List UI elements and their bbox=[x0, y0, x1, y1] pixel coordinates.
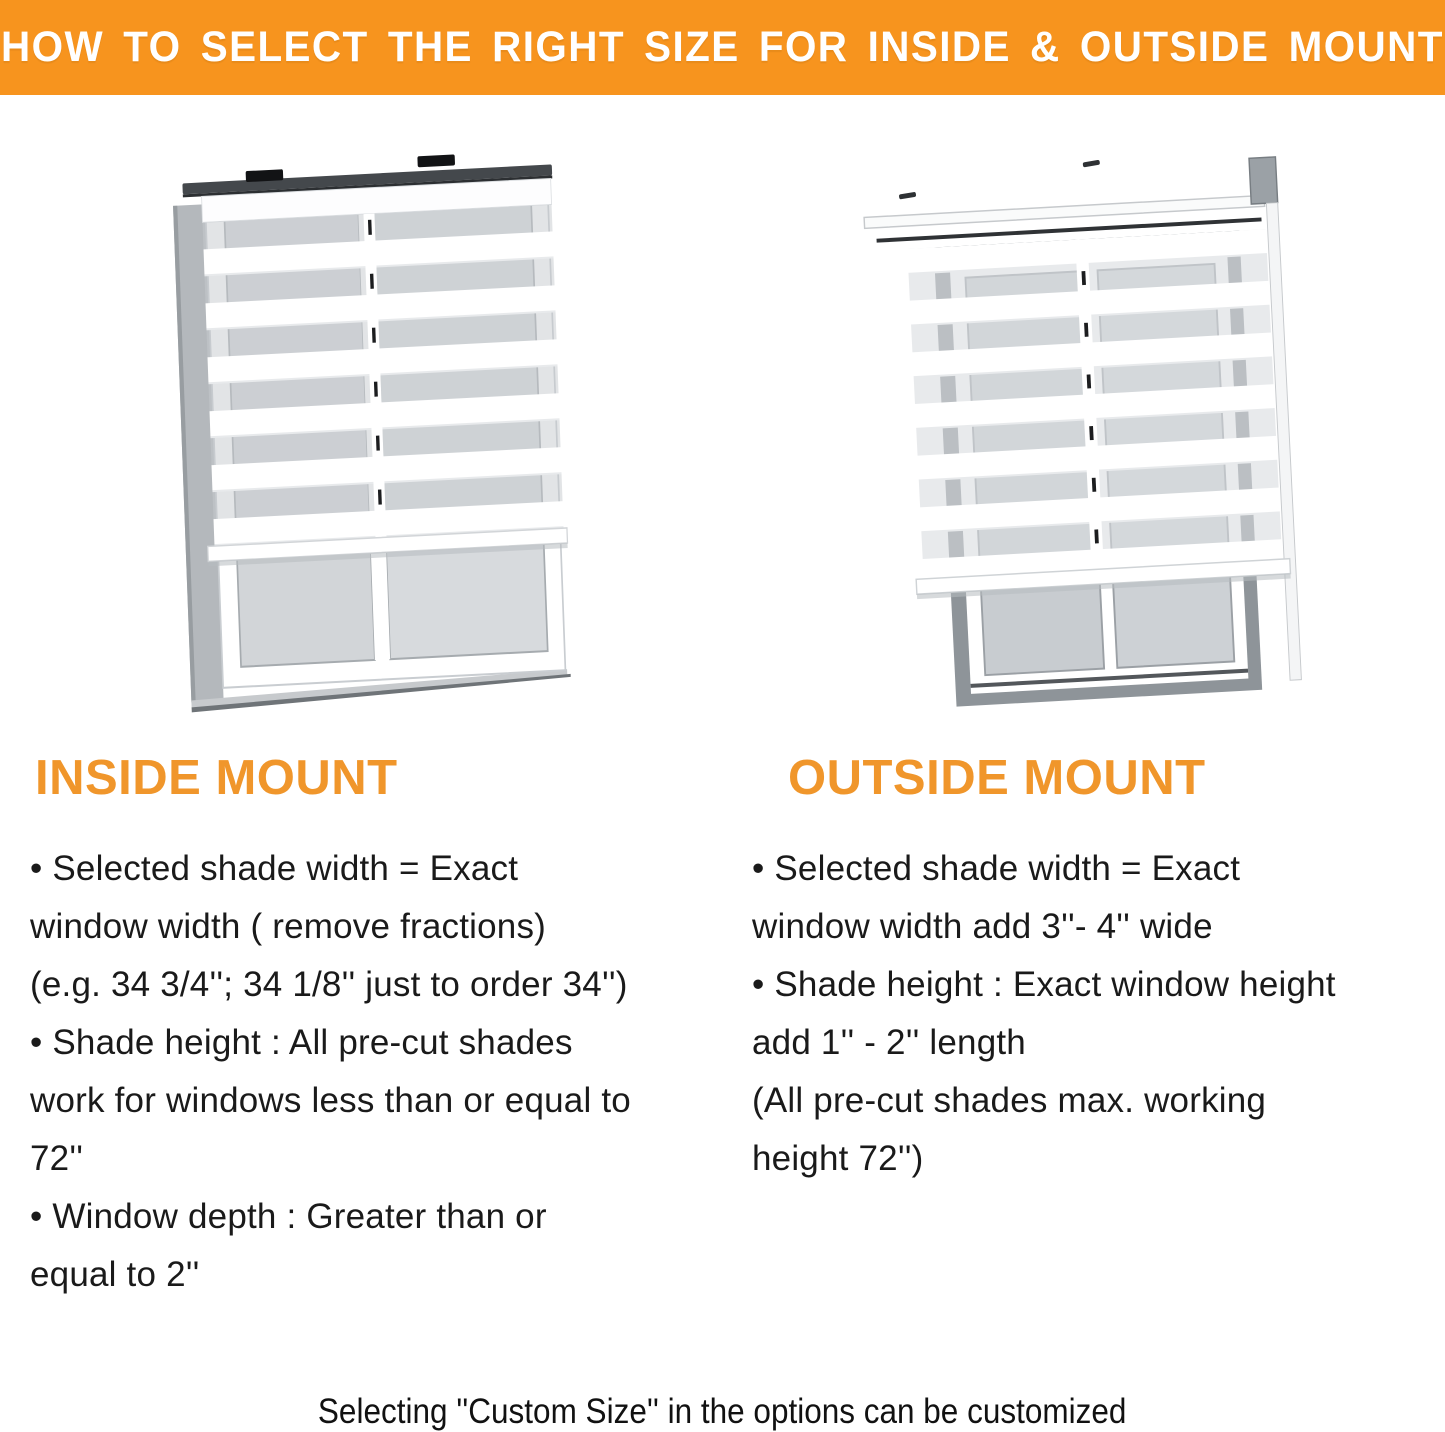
instruction-line: • Window depth : Greater than or bbox=[30, 1197, 547, 1236]
instruction-line: (e.g. 34 3/4''; 34 1/8'' just to order 34'') bbox=[30, 965, 628, 1004]
inside-mount-figure bbox=[158, 136, 582, 736]
inside-mount-heading: INSIDE MOUNT bbox=[35, 751, 398, 805]
inside-mount-section bbox=[30, 750, 720, 1304]
header-banner bbox=[0, 0, 1445, 95]
custom-size-note bbox=[0, 1392, 1445, 1432]
inside-mount-window-illustration bbox=[158, 136, 582, 736]
inside-mount-instructions bbox=[30, 840, 720, 1304]
instruction-line: • Shade height : Exact window height bbox=[752, 965, 1336, 1004]
outside-mount-window-illustration bbox=[862, 132, 1306, 744]
outside-mount-section bbox=[752, 750, 1442, 1188]
outside-mount-figure bbox=[862, 132, 1306, 744]
instruction-line: (All pre-cut shades max. working bbox=[752, 1081, 1267, 1120]
instruction-line: • Selected shade width = Exact bbox=[30, 849, 519, 888]
instruction-line: window width add 3''- 4'' wide bbox=[752, 907, 1213, 946]
mount-bracket bbox=[246, 169, 284, 182]
wall-screw bbox=[1083, 160, 1101, 168]
instruction-line: 72'' bbox=[30, 1139, 84, 1178]
instruction-line: height 72'') bbox=[752, 1139, 924, 1178]
instruction-line: window width ( remove fractions) bbox=[30, 907, 547, 946]
instruction-line: • Selected shade width = Exact bbox=[752, 849, 1241, 888]
outside-mount-heading: OUTSIDE MOUNT bbox=[788, 751, 1206, 805]
mount-bracket bbox=[417, 154, 455, 167]
wall-screw bbox=[899, 192, 917, 200]
instruction-line: equal to 2'' bbox=[30, 1255, 200, 1294]
instruction-line: • Shade height : All pre-cut shades bbox=[30, 1023, 573, 1062]
end-cap bbox=[1249, 157, 1278, 204]
instruction-line: add 1'' - 2'' length bbox=[752, 1023, 1026, 1062]
instruction-line: work for windows less than or equal to bbox=[30, 1081, 631, 1120]
banner-title: HOW TO SELECT THE RIGHT SIZE FOR INSIDE & OUTSIDE MOUNT bbox=[1, 23, 1444, 71]
outside-mount-instructions bbox=[752, 840, 1442, 1188]
custom-size-note-text: Selecting ''Custom Size'' in the options can be customized bbox=[318, 1392, 1127, 1431]
